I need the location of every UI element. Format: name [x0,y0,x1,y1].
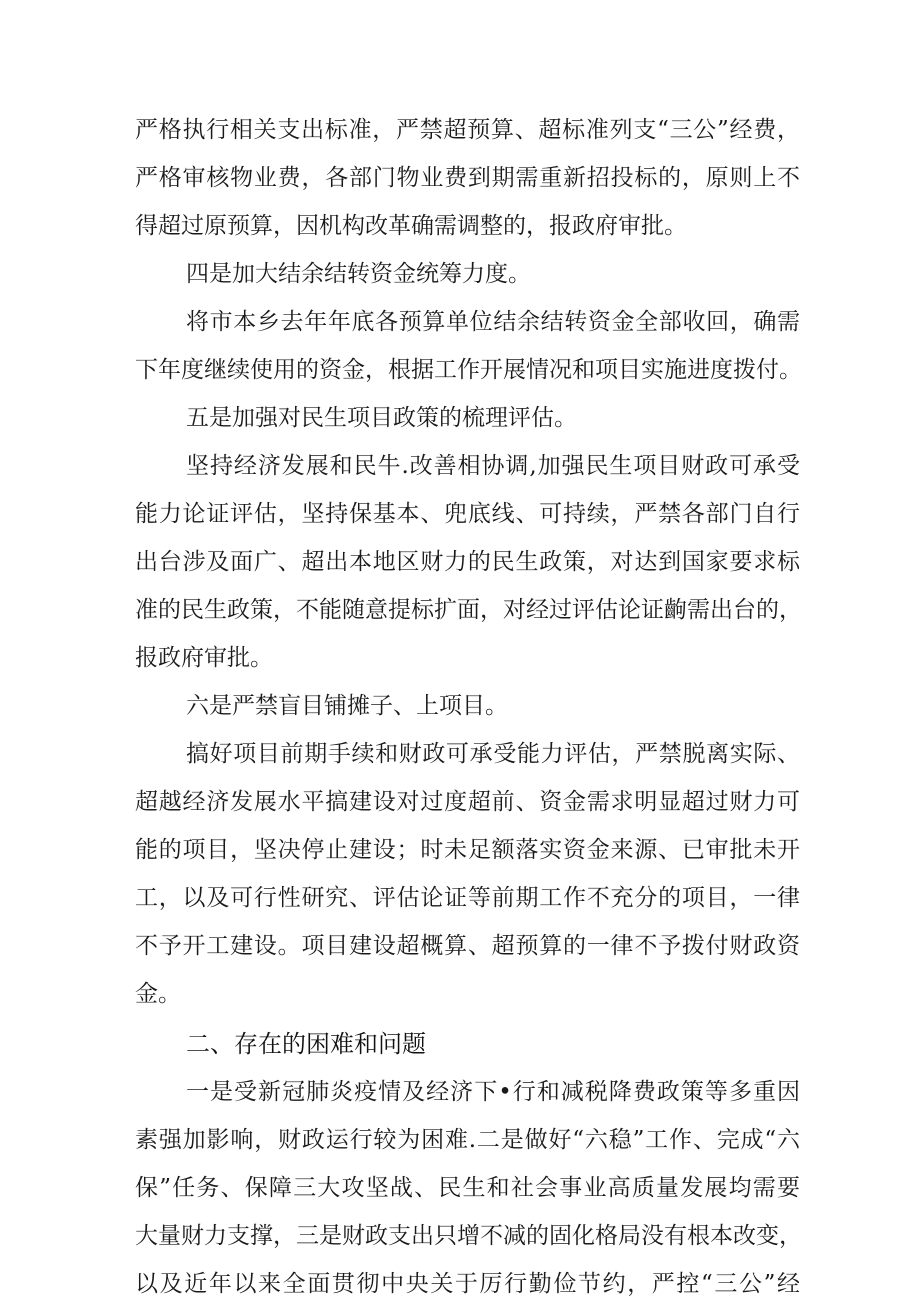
paragraph-line: 保”任务、保障三大攻坚战、民生和社会事业高质量发展均需要 [135,1175,800,1201]
section-heading-line: 六是严禁盲目铺摊子、上项目。 [186,693,508,719]
paragraph-line: 坚持经济发展和民牛.改善相协调,加强民生项目财政可承受 [186,453,800,479]
paragraph-line: 严格执行相关支出标准，严禁超预算、超标准列支“三公”经费， [135,117,800,143]
paragraph-line: 下年度继续使用的资金，根据工作开展情况和项目实施进度拨付。 [135,357,802,383]
paragraph-line: 得超过原预算，因机构改革确需调整的，报政府审批。 [135,213,687,239]
paragraph-line: 报政府审批。 [135,645,273,671]
paragraph-line: 以及近年以来全面贯彻中央关于厉行勤俭节约，严控“三公”经 [135,1271,800,1297]
paragraph-line: 准的民生政策，不能随意提标扩面，对经过评估论证齣需出台的， [135,597,802,623]
section-heading-line: 五是加强对民生项目政策的梳理评估。 [186,405,577,431]
paragraph-line: 大量财力支撑，三是财政支出只增不减的固化格局没有根本改变， [135,1223,802,1249]
paragraph-line: 不予开工建设。项目建设超概算、超预算的一律不予拨付财政资 [135,933,800,959]
paragraph-line: 金。 [135,981,181,1007]
paragraph-line: 搞好项目前期手续和财政可承受能力评估，严禁脱离实际、 [186,741,800,767]
section-heading-line: 四是加大结余结转资金统筹力度。 [186,261,531,287]
paragraph-line: 一是受新冠肺炎疫情及经济下•行和减税降费政策等多重因 [186,1079,800,1105]
paragraph-line: 工，以及可行性研究、评估论证等前期工作不充分的项目，一律 [135,885,800,911]
paragraph-line: 严格审核物业费，各部门物业费到期需重新招投标的，原则上不 [135,165,800,191]
paragraph-line: 素强加影响，财政运行较为困难.二是做好“六稳”工作、完成“六 [135,1127,800,1153]
paragraph-line: 出台涉及面广、超出本地区财力的民生政策，对达到国家要求标 [135,549,800,575]
paragraph-line: 超越经济发展水平搞建设对过度超前、资金需求明显超过财力可 [135,789,800,815]
paragraph-line: 能的项目，坚决停止建设；时未足额落实资金来源、已审批未开 [135,837,800,863]
chapter-heading: 二、存在的困难和问题 [186,1030,426,1058]
paragraph-line: 将市本乡去年年底各预算单位结余结转资金全部收回，确需 [186,309,800,335]
paragraph-line: 能力论证评估，坚持保基本、兜底线、可持续，严禁各部门自行 [135,501,800,527]
